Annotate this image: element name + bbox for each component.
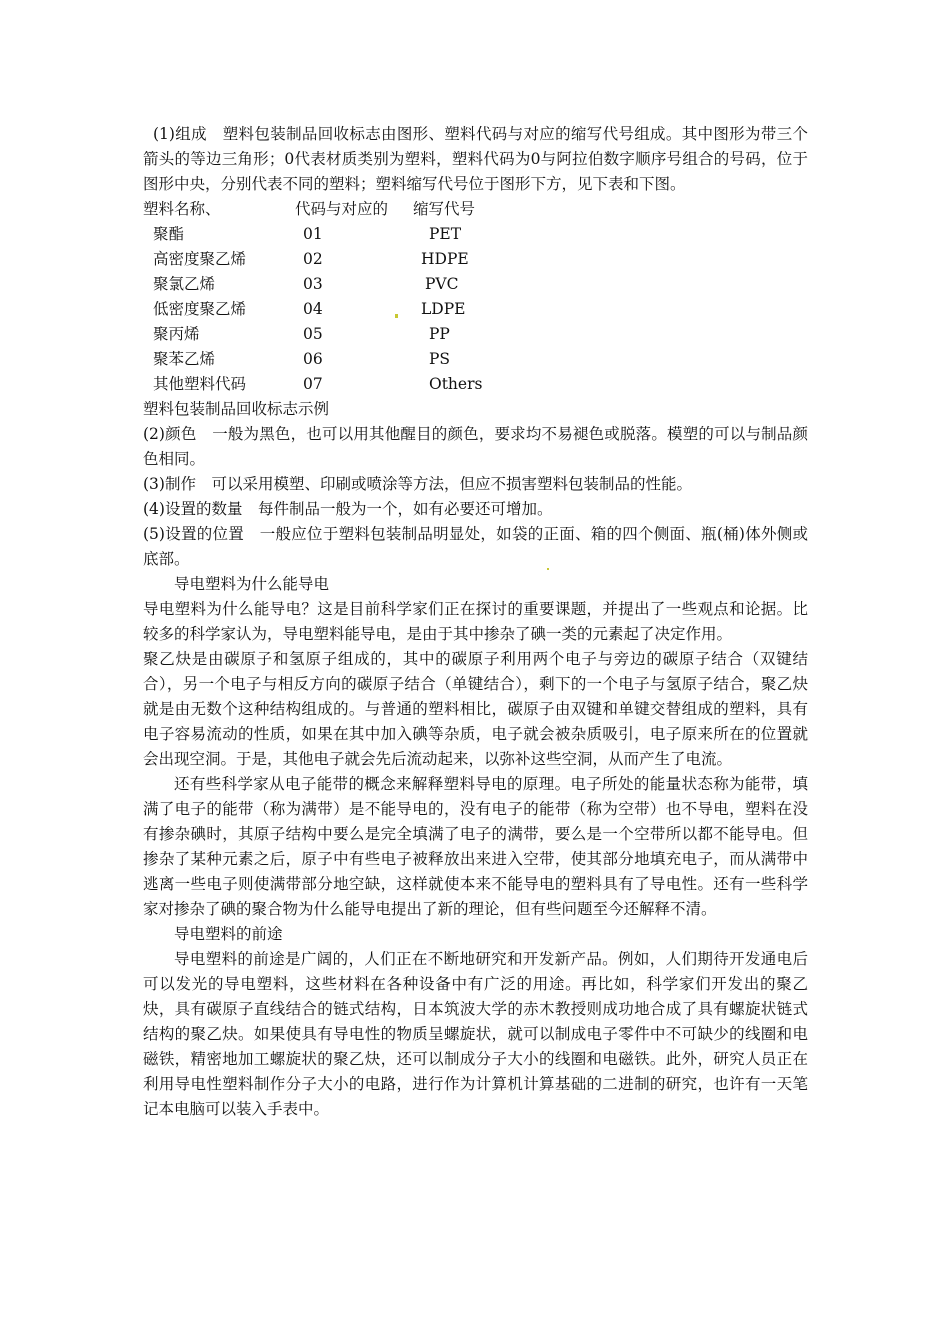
cell-abbr: PP [429,325,450,343]
conductivity-paragraph-1: 导电塑料为什么能导电？这是目前科学家们正在探讨的重要课题，并提出了一些观点和论据。比较多的科学家认为，导电塑料能导电，是由于其中掺杂了碘一类的元素起了决定作用。 [143,600,808,643]
conductivity-paragraph-3: 还有些科学家从电子能带的概念来解释塑料导电的原理。电子所处的能量状态称为能带，填满了电子的能带（称为满带）是不能导电的，没有电子的能带（称为空带）也不导电，塑料在没有掺杂碘时，其原子结构中要么是完全填满了电子的满带，要么是一个空带所以都不能导电。但掺杂了某种元素之后，原子中有些电子被释放出来进入空带，使其部分地填充电子，而从满带中逃离一些电子则使满带部分地空缺，这样就使本来不能导电的塑料具有了导电性。还有一些科学家对掺杂了碘的聚合物为什么能导电提出了新的理论，但有些问题至今还解释不清。 [143,775,808,918]
figure-caption: 塑料包装制品回收标志示例 [143,400,330,418]
cell-name: 聚丙烯 [153,325,200,343]
table-row [143,297,561,322]
cell-name: 其他塑料代码 [153,375,247,393]
table-row [143,372,561,397]
table-row [143,272,561,297]
table-row [143,247,561,272]
cell-abbr: PS [429,350,451,368]
plastic-code-table [143,197,561,397]
quantity-paragraph: (4)设置的数量 每件制品一般为一个，如有必要还可增加。 [143,500,553,518]
cell-abbr: LDPE [421,300,466,318]
document-page [143,122,808,1122]
cell-name: 聚氯乙烯 [153,275,216,293]
table-header-row [143,197,561,222]
cell-abbr: HDPE [421,250,469,268]
color-paragraph: (2)颜色 一般为黑色，也可以用其他醒目的颜色，要求均不易褪色或脱落。模塑的可以与制品颜色相同。 [143,425,808,468]
section-heading-conductivity: 导电塑料为什么能导电 [174,575,330,593]
cell-code: 04 [303,300,323,318]
header-abbr: 缩写代号 [413,200,476,218]
cell-abbr: PVC [425,275,459,293]
cell-code: 06 [303,350,323,368]
cell-code: 05 [303,325,323,343]
table-row [143,222,561,247]
cell-code: 07 [303,375,323,393]
cell-name: 低密度聚乙烯 [153,300,247,318]
table-row [143,322,561,347]
cell-name: 聚酯 [153,225,185,243]
cell-abbr: PET [429,225,462,243]
header-code: 代码与对应的 [295,200,389,218]
cell-code: 02 [303,250,323,268]
cell-name: 高密度聚乙烯 [153,250,247,268]
cell-abbr: Others [429,375,483,393]
production-paragraph: (3)制作 可以采用模塑、印刷或喷涂等方法，但应不损害塑料包装制品的性能。 [143,475,692,493]
position-paragraph: (5)设置的位置 一般应位于塑料包装制品明显处，如袋的正面、箱的四个侧面、瓶(桶)体外侧或底部。 [143,525,808,568]
future-paragraph: 导电塑料的前途是广阔的，人们正在不断地研究和开发新产品。例如，人们期待开发通电后可以发光的导电塑料，这些材料在各种设备中有广泛的用途。再比如，科学家们开发出的聚乙炔，具有碳原子直线结合的链式结构，日本筑波大学的赤木教授则成功地合成了具有螺旋状链式结构的聚乙炔。如果使具有导电性的物质呈螺旋状，就可以制成电子零件中不可缺少的线圈和电磁铁，精密地加工螺旋状的聚乙炔，还可以制成分子大小的线圈和电磁铁。此外，研究人员正在利用导电性塑料制作分子大小的电路，进行作为计算机计算基础的二进制的研究，也许有一天笔记本电脑可以装入手表中。 [143,950,808,1118]
conductivity-paragraph-2: 聚乙炔是由碳原子和氢原子组成的，其中的碳原子利用两个电子与旁边的碳原子结合（双键结合），另一个电子与相反方向的碳原子结合（单键结合），剩下的一个电子与氢原子结合，聚乙炔就是由无数个这种结构组成的。与普通的塑料相比，碳原子由双键和单键交替组成的塑料，具有电子容易流动的性质，如果在其中加入碘等杂质，电子就会被杂质吸引，电子原来所在的位置就会出现空洞。于是，其他电子就会先后流动起来，以弥补这些空洞，从而产生了电流。 [143,650,808,768]
cell-code: 01 [303,225,323,243]
table-row [143,347,561,372]
cell-name: 聚苯乙烯 [153,350,216,368]
decorative-dot [395,314,398,318]
composition-paragraph: (1)组成 塑料包装制品回收标志由图形、塑料代码与对应的缩写代号组成。其中图形为带三个箭头的等边三角形；0代表材质类别为塑料，塑料代码为0与阿拉伯数字顺序号组合的号码，位于图形中央，分别代表不同的塑料；塑料缩写代号位于图形下方，见下表和下图。 [143,125,808,193]
header-name: 塑料名称、 [143,200,221,218]
decorative-dot [547,568,549,570]
cell-code: 03 [303,275,323,293]
section-heading-future: 导电塑料的前途 [174,925,283,943]
